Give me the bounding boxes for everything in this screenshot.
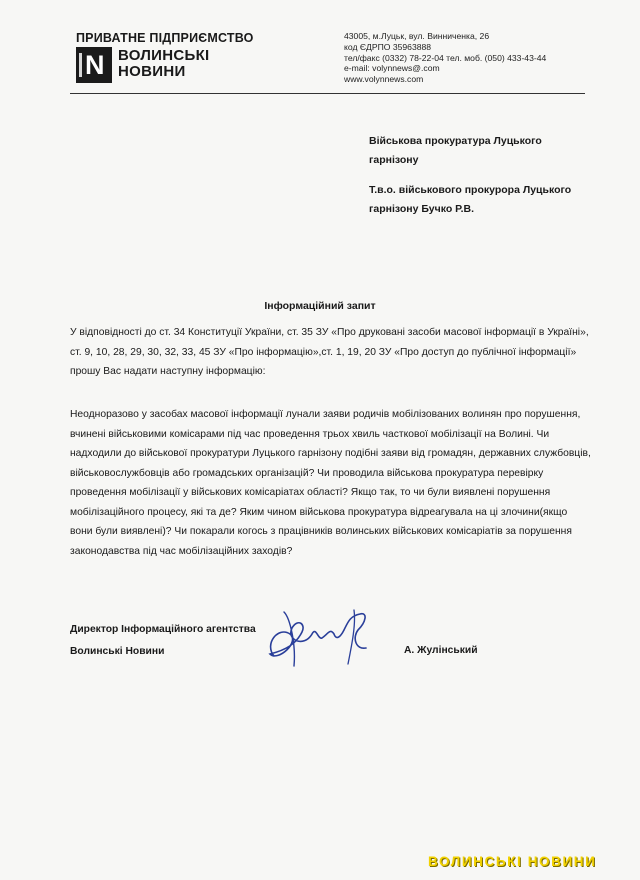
contact-phone: тел/факс (0332) 78-22-04 тел. моб. (050) 433-43-44 (344, 52, 547, 63)
contact-email: e-mail: volynnews@.com (344, 63, 440, 74)
addressee-line-2: гарнізону (369, 154, 419, 166)
paragraph-legal-basis: У відповідності до ст. 34 Конституції України, ст. 35 ЗУ «Про друковані засоби масової інформації в Україні», ст. 9, 10, 28, 29, 30, 32, 33, 45 ЗУ «Про інформацію»,ст. 1, 19, 20 ЗУ «Про доступ до публічної інформації» прошу Вас надати наступну інформацію: (70, 327, 589, 377)
contact-address: 43005, м.Луцьк, вул. Винниченка, 26 (344, 31, 490, 41)
header-divider (70, 93, 585, 94)
logo-letter: N (85, 50, 105, 80)
handwritten-signature (256, 604, 386, 674)
addressee-line-1: Військова прокуратура Луцького (369, 135, 542, 147)
watermark-logo: ВОЛИНСЬКІ НОВИНИ (428, 854, 597, 869)
addressee-person (369, 181, 599, 219)
contact-website: www.volynnews.com (344, 74, 424, 85)
logo-text (118, 48, 210, 80)
company-type: ПРИВАТНЕ ПІДПРИЄМСТВО (76, 31, 254, 45)
logo-stripe (79, 53, 82, 77)
logo-line-2: НОВИНИ (118, 63, 186, 80)
contact-code: код ЄДРПО 35963888 (344, 41, 432, 52)
signatory-name: А. Жулінський (404, 645, 478, 656)
addressee-line-4: гарнізону Бучко Р.В. (369, 203, 474, 215)
contacts-block (344, 31, 546, 85)
logo-line-1: ВОЛИНСЬКІ (118, 47, 210, 64)
logo-icon (76, 47, 112, 83)
addressee-organization (369, 132, 599, 170)
addressee-line-3: Т.в.о. військового прокурора Луцького (369, 184, 572, 196)
paragraph-questions: Неодноразово у засобах масової інформації лунали заяви родичів мобілізованих волинян про порушення, вчинені військовими комісарами під час проведення трьох хвиль часткової мобілізації на Волині. Чи надходили до військової прокуратури Луцького гарнізону подібні заяви від громадян, державних службовців, військовослужбовців або громадських організацій? Чи проводила військова прокуратура перевірку проведення мобілізації у військових комісаріатах області? Якщо так, то чи були виявлені порушення мобілізаційного процесу, які та де? Яким чином військова прокуратура відреагувала на ці злочини(якщо вони були виявлені)? Чи покарали когось з працівників волинських військових комісаріатів за порушення законодавства під час мобілізаційних заходів? (70, 409, 591, 557)
signatory-position-line-1: Директор Інформаційного агентства (70, 624, 256, 635)
signatory-position-line-2: Волинські Новини (70, 646, 165, 657)
signatory-position (70, 619, 256, 663)
document-heading: Інформаційний запит (264, 300, 376, 312)
